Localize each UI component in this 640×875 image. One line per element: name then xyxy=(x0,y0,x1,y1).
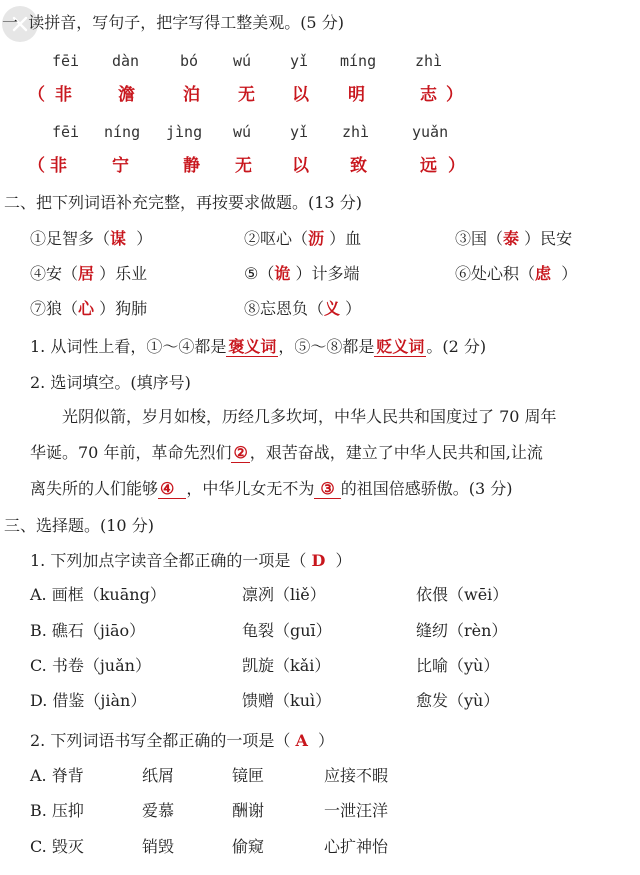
pinyin: yǐ xyxy=(290,52,309,70)
paren-open: （ xyxy=(28,85,45,105)
option-c: C. 书卷（juǎn） xyxy=(30,656,151,675)
section2-question1: 1. 从词性上看，①～④都是 褒义词 ，⑤～⑧都是 贬义词 。(2 分) xyxy=(30,337,487,356)
pinyin: wú xyxy=(233,52,252,70)
paren-close: ） xyxy=(446,85,463,105)
answer-char: 无 xyxy=(235,156,252,176)
idiom-item: ④安（居 ）乐业 xyxy=(30,264,148,283)
option-word: 比喻（yù） xyxy=(416,656,500,675)
answer-char: 以 xyxy=(292,156,309,176)
option-b: B. 压抑 xyxy=(30,801,84,820)
idiom-item: ⑥处心积（虑 ） xyxy=(455,264,578,283)
option-word: 依偎（wēi） xyxy=(416,585,509,604)
section1-title: 一 读拼音，写句子，把字写得工整美观。(5 分) xyxy=(2,13,344,32)
idiom-item: ⑤（诡 ）计多端 xyxy=(244,264,360,283)
paragraph-line: 离失所的人们能够 ④ ，中华儿女无不为 ③ 的祖国倍感骄傲。(3 分) xyxy=(30,479,513,498)
answer-char: 明 xyxy=(348,85,365,105)
answer-char: 志 xyxy=(420,85,437,105)
pinyin: fēi xyxy=(52,123,80,141)
pinyin: jìng xyxy=(166,123,203,141)
answer-char: 无 xyxy=(238,85,255,105)
section3-question2: 2. 下列词语书写全都正确的一项是（ A ） xyxy=(30,731,335,750)
idiom-item: ⑦狼（心 ）狗肺 xyxy=(30,299,148,318)
answer-char: 静 xyxy=(183,156,200,176)
section2-question2-title: 2. 选词填空。(填序号) xyxy=(30,373,191,392)
pinyin: yǐ xyxy=(290,123,309,141)
idiom-item: ②呕心（沥 ）血 xyxy=(244,229,362,248)
section3-title: 三、选择题。(10 分) xyxy=(4,516,154,535)
answer-char: 以 xyxy=(292,85,309,105)
idiom-item: ①足智多（谋 ） xyxy=(30,229,153,248)
option-word: 愈发（yù） xyxy=(416,691,500,710)
pinyin: míng xyxy=(340,52,377,70)
paren-open: （ xyxy=(28,156,45,176)
option-word: 镜匣 xyxy=(232,766,265,785)
pinyin: zhì xyxy=(415,52,443,70)
section3-question1: 1. 下列加点字读音全都正确的一项是（ D ） xyxy=(30,551,352,570)
option-word: 爱慕 xyxy=(142,801,175,820)
answer-char: 致 xyxy=(350,156,367,176)
option-b: B. 礁石（jiāo） xyxy=(30,621,146,640)
idiom-item: ⑧忘恩负（义 ） xyxy=(244,299,362,318)
option-word: 缝纫（rèn） xyxy=(416,621,508,640)
option-word: 偷窥 xyxy=(232,837,265,856)
option-word: 销毁 xyxy=(142,837,175,856)
option-word: 凯旋（kǎi） xyxy=(242,656,331,675)
option-word: 龟裂（guī） xyxy=(242,621,332,640)
option-word: 凛冽（liě） xyxy=(242,585,326,604)
option-a: A. 画框（kuāng） xyxy=(30,585,166,604)
option-word: 馈赠（kuì） xyxy=(242,691,332,710)
option-d: D. 借鉴（jiàn） xyxy=(30,691,147,710)
answer-char: 非 xyxy=(50,156,67,176)
pinyin: wú xyxy=(233,123,252,141)
answer-char: 非 xyxy=(55,85,72,105)
answer-char: 远 xyxy=(420,156,437,176)
answer-char: 澹 xyxy=(118,85,135,105)
option-a: A. 脊背 xyxy=(30,766,84,785)
pinyin: zhì xyxy=(342,123,370,141)
answer-char: 宁 xyxy=(112,156,129,176)
section2-title: 二、把下列词语补充完整，再按要求做题。(13 分) xyxy=(4,193,362,212)
idiom-item: ③国（泰 ）民安 xyxy=(455,229,573,248)
option-word: 应接不暇 xyxy=(324,766,389,785)
option-word: 酬谢 xyxy=(232,801,265,820)
paren-close: ） xyxy=(448,156,465,176)
option-word: 纸屑 xyxy=(142,766,175,785)
pinyin: yuǎn xyxy=(412,123,449,141)
paragraph-line: 光阴似箭，岁月如梭，历经几多坎坷，中华人民共和国度过了 70 周年 xyxy=(62,407,557,426)
paragraph-line: 华诞。70 年前，革命先烈们 ② ，艰苦奋战，建立了中华人民共和国,让流 xyxy=(30,443,543,462)
option-word: 一泄汪洋 xyxy=(324,801,389,820)
answer-char: 泊 xyxy=(183,85,200,105)
pinyin: níng xyxy=(104,123,141,141)
option-word: 心扩神怡 xyxy=(324,837,389,856)
option-c: C. 毁灭 xyxy=(30,837,84,856)
pinyin: dàn xyxy=(112,52,140,70)
pinyin: fēi xyxy=(52,52,80,70)
pinyin: bó xyxy=(180,52,199,70)
